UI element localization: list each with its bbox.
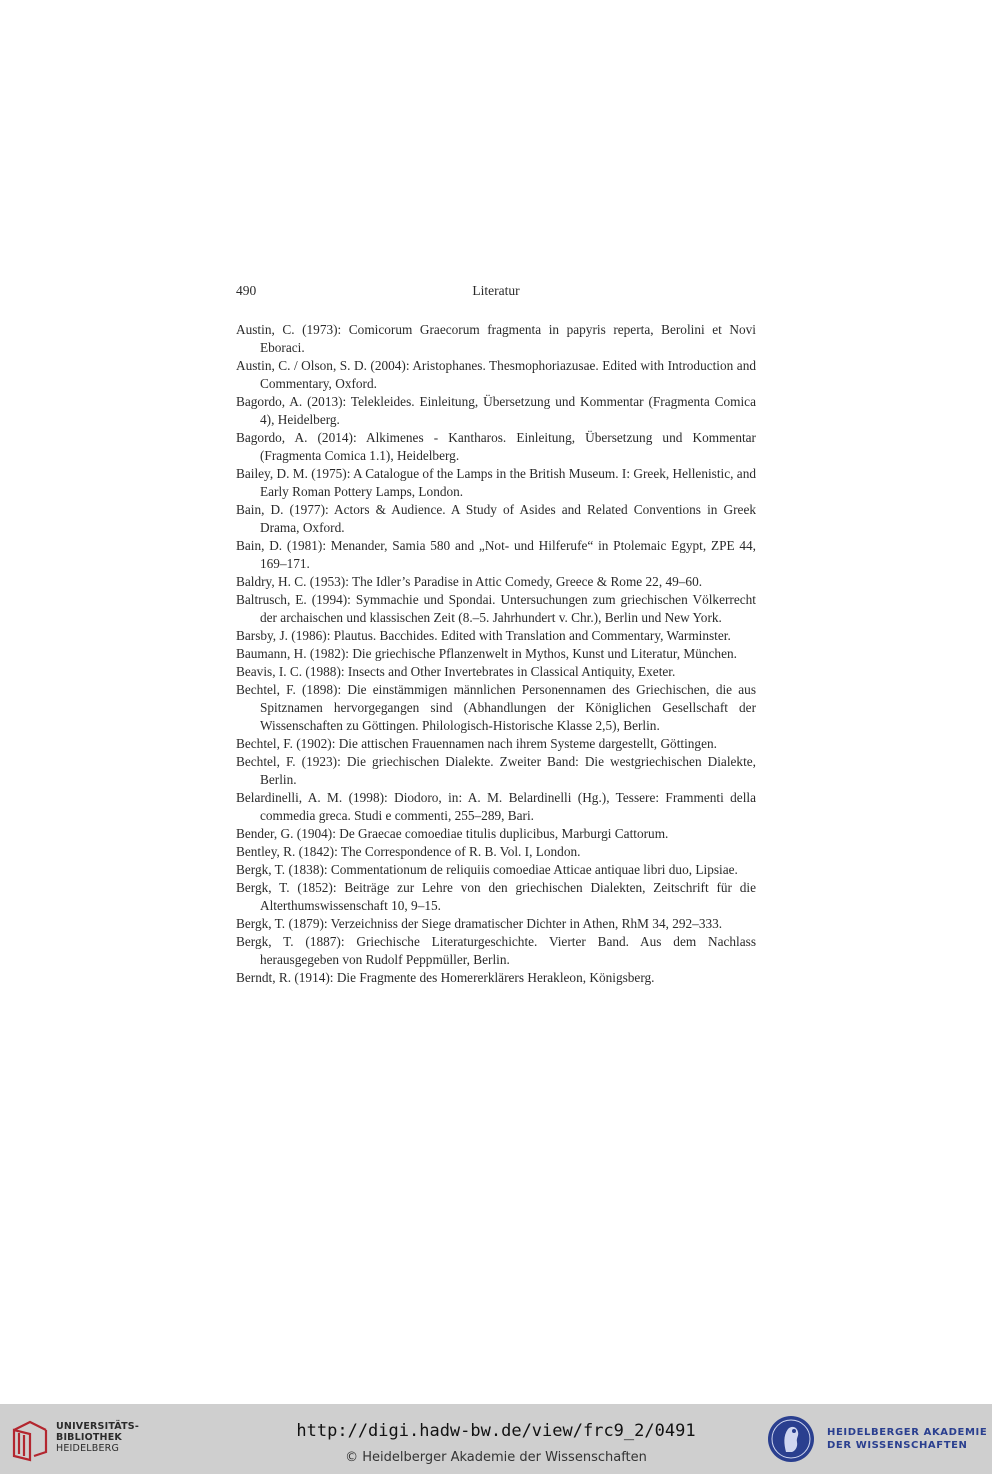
bibliography-list <box>236 321 756 987</box>
bibliography-entry: Austin, C. (1973): Comicorum Graecorum fragmenta in papyris reperta, Berolini et Novi Eboraci. <box>236 322 756 355</box>
bibliography-entry: Barsby, J. (1986): Plautus. Bacchides. Edited with Translation and Commentary, Warminster. <box>236 628 731 643</box>
bibliography-entry: Bagordo, A. (2014): Alkimenes - Kantharos. Einleitung, Übersetzung und Kommentar (Fragmenta Comica 1.1), Heidelberg. <box>236 430 756 463</box>
bibliography-entry: Bergk, T. (1887): Griechische Literaturgeschichte. Vierter Band. Aus dem Nachlass herausgegeben von Rudolf Peppmüller, Berlin. <box>236 934 756 967</box>
page-number: 490 <box>236 283 257 298</box>
academy-seal-icon[interactable] <box>766 1414 816 1464</box>
library-line-3: HEIDELBERG <box>56 1443 120 1454</box>
bibliography-entry: Bain, D. (1977): Actors & Audience. A Study of Asides and Related Conventions in Greek Drama, Oxford. <box>236 502 756 535</box>
bibliography-entry: Bender, G. (1904): De Graecae comoediae titulis duplicibus, Marburgi Cattorum. <box>236 826 669 841</box>
bibliography-entry: Bailey, D. M. (1975): A Catalogue of the Lamps in the British Museum. I: Greek, Hellenistic, and Early Roman Pottery Lamps, London. <box>236 466 756 499</box>
academy-line-1: HEIDELBERGER AKADEMIE <box>827 1427 988 1438</box>
bibliography-entry: Bergk, T. (1879): Verzeichniss der Siege dramatischer Dichter in Athen, RhM 34, 292–333. <box>236 916 723 931</box>
bibliography-entry: Bechtel, F. (1898): Die einstämmigen männlichen Personennamen des Griechischen, die aus Spitznamen hervorgegangen sind (Abhandlungen der Königlichen Gesellschaft der Wissenschaften zu Göttingen. Philologisch-Historische Klasse 2,5), Berlin. <box>236 682 756 733</box>
library-line-2: BIBLIOTHEK <box>56 1432 122 1443</box>
academy-line-2: DER WISSENSCHAFTEN <box>827 1440 968 1451</box>
bibliography-entry: Baumann, H. (1982): Die griechische Pflanzenwelt in Mythos, Kunst und Literatur, München. <box>236 646 737 661</box>
academy-name <box>827 1426 987 1452</box>
library-line-1: UNIVERSITÄTS- <box>56 1421 139 1432</box>
bibliography-entry: Belardinelli, A. M. (1998): Diodoro, in: A. M. Belardinelli (Hg.), Tessere: Frammenti della commedia greca. Studi e commenti, 255–289, Bari. <box>236 790 756 823</box>
bibliography-entry: Baltrusch, E. (1994): Symmachie und Spondai. Untersuchungen zum griechischen Völkerrecht der archaischen und klassischen Zeit (8.–5. Jahrhundert v. Chr.), Berlin und New York. <box>236 592 756 625</box>
footer-bar <box>0 1404 992 1474</box>
bibliography-entry: Austin, C. / Olson, S. D. (2004): Aristophanes. Thesmophoriazusae. Edited with Introduction and Commentary, Oxford. <box>236 358 756 391</box>
bibliography-entry: Baldry, H. C. (1953): The Idler’s Paradise in Attic Comedy, Greece & Rome 22, 49–60. <box>236 574 703 589</box>
bibliography-entry: Bagordo, A. (2013): Telekleides. Einleitung, Übersetzung und Kommentar (Fragmenta Comica 4), Heidelberg. <box>236 394 756 427</box>
bibliography-entry: Bechtel, F. (1902): Die attischen Frauennamen nach ihrem Systeme dargestellt, Göttingen. <box>236 736 717 751</box>
bibliography-entry: Berndt, R. (1914): Die Fragmente des Homererklärers Herakleon, Königsberg. <box>236 970 655 985</box>
bibliography-entry: Bentley, R. (1842): The Correspondence of R. B. Vol. I, London. <box>236 844 581 859</box>
bibliography-entry: Bergk, T. (1838): Commentationum de reliquiis comoediae Atticae antiquae libri duo, Lipsiae. <box>236 862 738 877</box>
bibliography-entry: Bechtel, F. (1923): Die griechischen Dialekte. Zweiter Band: Die westgriechischen Dialekte, Berlin. <box>236 754 756 787</box>
bibliography-entry: Beavis, I. C. (1988): Insects and Other Invertebrates in Classical Antiquity, Exeter. <box>236 664 676 679</box>
page-header <box>236 283 756 303</box>
running-title: Literatur <box>472 283 520 298</box>
copyright-notice: © Heidelberger Akademie der Wissenschaften <box>345 1450 647 1465</box>
bibliography-entry: Bain, D. (1981): Menander, Samia 580 and „Not- und Hilferufe“ in Ptolemaic Egypt, ZPE 44, 169–171. <box>236 538 756 571</box>
permalink-url[interactable]: http://digi.hadw-bw.de/view/frc9_2/0491 <box>296 1421 696 1441</box>
bibliography-entry: Bergk, T. (1852): Beiträge zur Lehre von den griechischen Dialekten, Zeitschrift für die Alterthumswissenschaft 10, 9–15. <box>236 880 756 913</box>
